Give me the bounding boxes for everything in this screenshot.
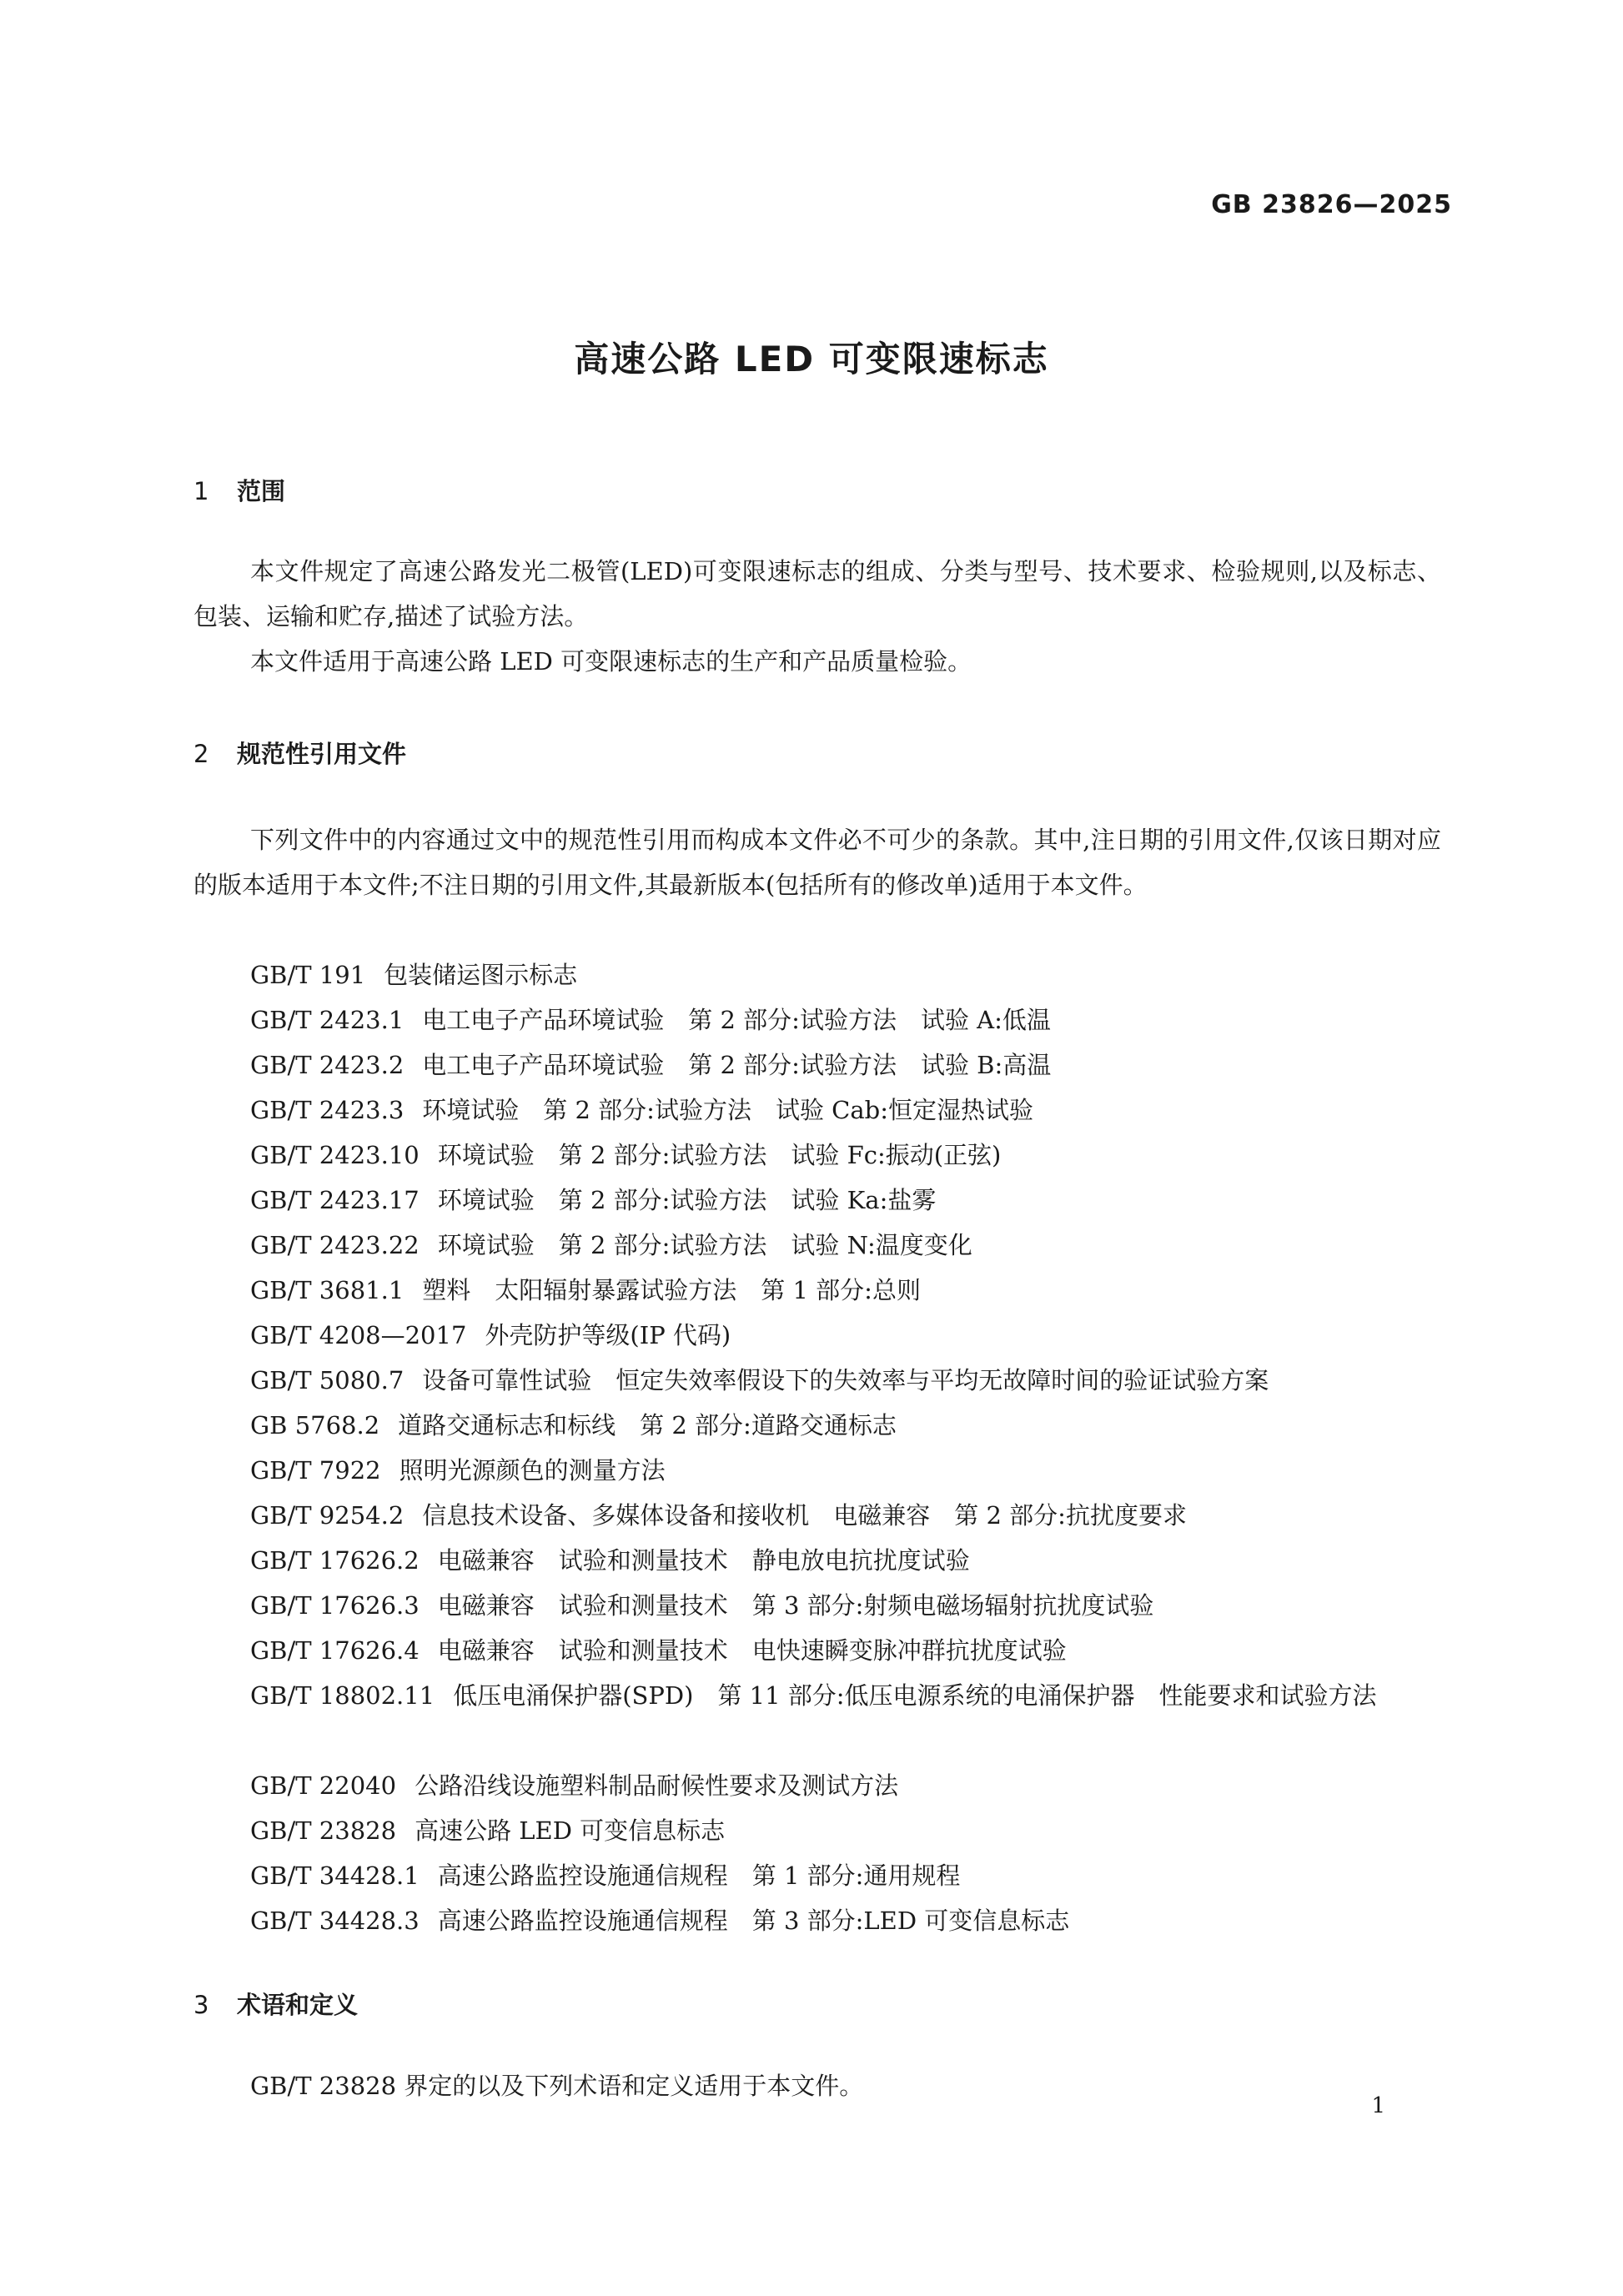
reference-item [250,1898,1069,1943]
reference-item [250,1088,1033,1133]
reference-item [250,1223,972,1268]
reference-item [250,997,1051,1042]
reference-code: GB/T 23828 [250,1816,397,1845]
reference-code: GB/T 2423.1 [250,1006,404,1034]
section-number: 1 [193,477,209,505]
section-number: 2 [193,740,209,768]
reference-code: GB 5768.2 [250,1411,380,1439]
reference-code: GB/T 18802.11 [250,1681,435,1710]
standard-code: GB 23826—2025 [1211,190,1452,219]
reference-code: GB/T 191 [250,961,366,989]
reference-code: GB/T 9254.2 [250,1501,404,1530]
reference-title: 高速公路监控设施通信规程 第 1 部分:通用规程 [437,1861,961,1890]
section-title: 规范性引用文件 [237,740,407,768]
reference-title: 环境试验 第 2 部分:试验方法 试验 Cab:恒定湿热试验 [422,1096,1033,1124]
reference-title: 包装储运图示标志 [384,961,578,989]
reference-item [250,1763,898,1808]
reference-item [250,1853,960,1898]
reference-code: GB/T 5080.7 [250,1366,404,1394]
reference-code: GB/T 17626.4 [250,1636,420,1665]
reference-title: 高速公路监控设施通信规程 第 3 部分:LED 可变信息标志 [437,1907,1070,1935]
reference-title: 公路沿线设施塑料制品耐候性要求及测试方法 [415,1771,899,1800]
section-heading-normative-references [193,736,406,770]
reference-code: GB/T 17626.2 [250,1546,420,1575]
reference-item [250,1628,1067,1673]
document-title: 高速公路 LED 可变限速标志 [574,339,1049,379]
scope-paragraph: 本文件规定了高速公路发光二极管(LED)可变限速标志的组成、分类与型号、技术要求、检验规则,以及标志、包装、运输和贮存,描述了试验方法。 [193,557,1441,631]
references-intro: 下列文件中的内容通过文中的规范性引用而构成本文件必不可少的条款。其中,注日期的引用文件,仅该日期对应的版本适用于本文件;不注日期的引用文件,其最新版本(包括所有的修改单)适用于本文件。 [193,826,1441,899]
reference-item [250,1538,970,1583]
reference-item [250,1493,1187,1538]
section-heading-scope [193,473,285,507]
section-heading-terms-definitions [193,1987,358,2021]
reference-title: 环境试验 第 2 部分:试验方法 试验 N:温度变化 [437,1231,972,1259]
reference-code: GB/T 4208—2017 [250,1321,467,1349]
section-number: 3 [193,1991,209,2019]
reference-item [250,1178,936,1223]
reference-code: GB/T 7922 [250,1456,381,1485]
reference-item [250,1448,666,1493]
reference-title: 低压电涌保护器(SPD) 第 11 部分:低压电源系统的电涌保护器 性能要求和试验方法 [453,1681,1377,1710]
reference-title: 电磁兼容 试验和测量技术 电快速瞬变脉冲群抗扰度试验 [437,1636,1067,1665]
reference-title: 高速公路 LED 可变信息标志 [415,1816,726,1845]
reference-title: 照明光源颜色的测量方法 [399,1456,666,1485]
reference-code: GB/T 34428.1 [250,1861,420,1890]
reference-title: 信息技术设备、多媒体设备和接收机 电磁兼容 第 2 部分:抗扰度要求 [422,1501,1187,1530]
reference-title: 电工电子产品环境试验 第 2 部分:试验方法 试验 B:高温 [422,1051,1052,1079]
reference-code: GB/T 3681.1 [250,1276,404,1304]
reference-code: GB/T 34428.3 [250,1907,420,1935]
reference-item [250,1133,1001,1178]
reference-code: GB/T 2423.3 [250,1096,404,1124]
reference-item [250,1358,1269,1403]
reference-item [250,1268,921,1313]
page-number: 1 [1371,2093,1385,2118]
reference-item [250,1042,1051,1088]
reference-title: 设备可靠性试验 恒定失效率假设下的失效率与平均无故障时间的验证试验方案 [422,1366,1269,1394]
reference-code: GB/T 22040 [250,1771,397,1800]
scope-paragraph: 本文件适用于高速公路 LED 可变限速标志的生产和产品质量检验。 [250,647,972,676]
reference-title: 环境试验 第 2 部分:试验方法 试验 Ka:盐雾 [437,1186,937,1214]
reference-item [250,1583,1153,1628]
reference-title: 电磁兼容 试验和测量技术 静电放电抗扰度试验 [437,1546,970,1575]
reference-item [250,952,577,997]
terms-paragraph: GB/T 23828 界定的以及下列术语和定义适用于本文件。 [250,2072,864,2100]
section-title: 术语和定义 [237,1991,359,2019]
reference-title: 环境试验 第 2 部分:试验方法 试验 Fc:振动(正弦) [437,1141,1002,1169]
reference-code: GB/T 2423.22 [250,1231,420,1259]
reference-item [250,1313,731,1358]
reference-title: 塑料 太阳辐射暴露试验方法 第 1 部分:总则 [422,1276,921,1304]
reference-item [193,1673,1441,1718]
reference-item [250,1403,897,1448]
reference-title: 外壳防护等级(IP 代码) [485,1321,731,1349]
reference-title: 电工电子产品环境试验 第 2 部分:试验方法 试验 A:低温 [422,1006,1051,1034]
reference-title: 电磁兼容 试验和测量技术 第 3 部分:射频电磁场辐射抗扰度试验 [437,1591,1154,1620]
section-title: 范围 [237,477,286,505]
reference-code: GB/T 2423.2 [250,1051,404,1079]
reference-code: GB/T 2423.10 [250,1141,420,1169]
reference-title: 道路交通标志和标线 第 2 部分:道路交通标志 [398,1411,897,1439]
reference-item [250,1808,725,1853]
reference-code: GB/T 2423.17 [250,1186,420,1214]
reference-code: GB/T 17626.3 [250,1591,420,1620]
